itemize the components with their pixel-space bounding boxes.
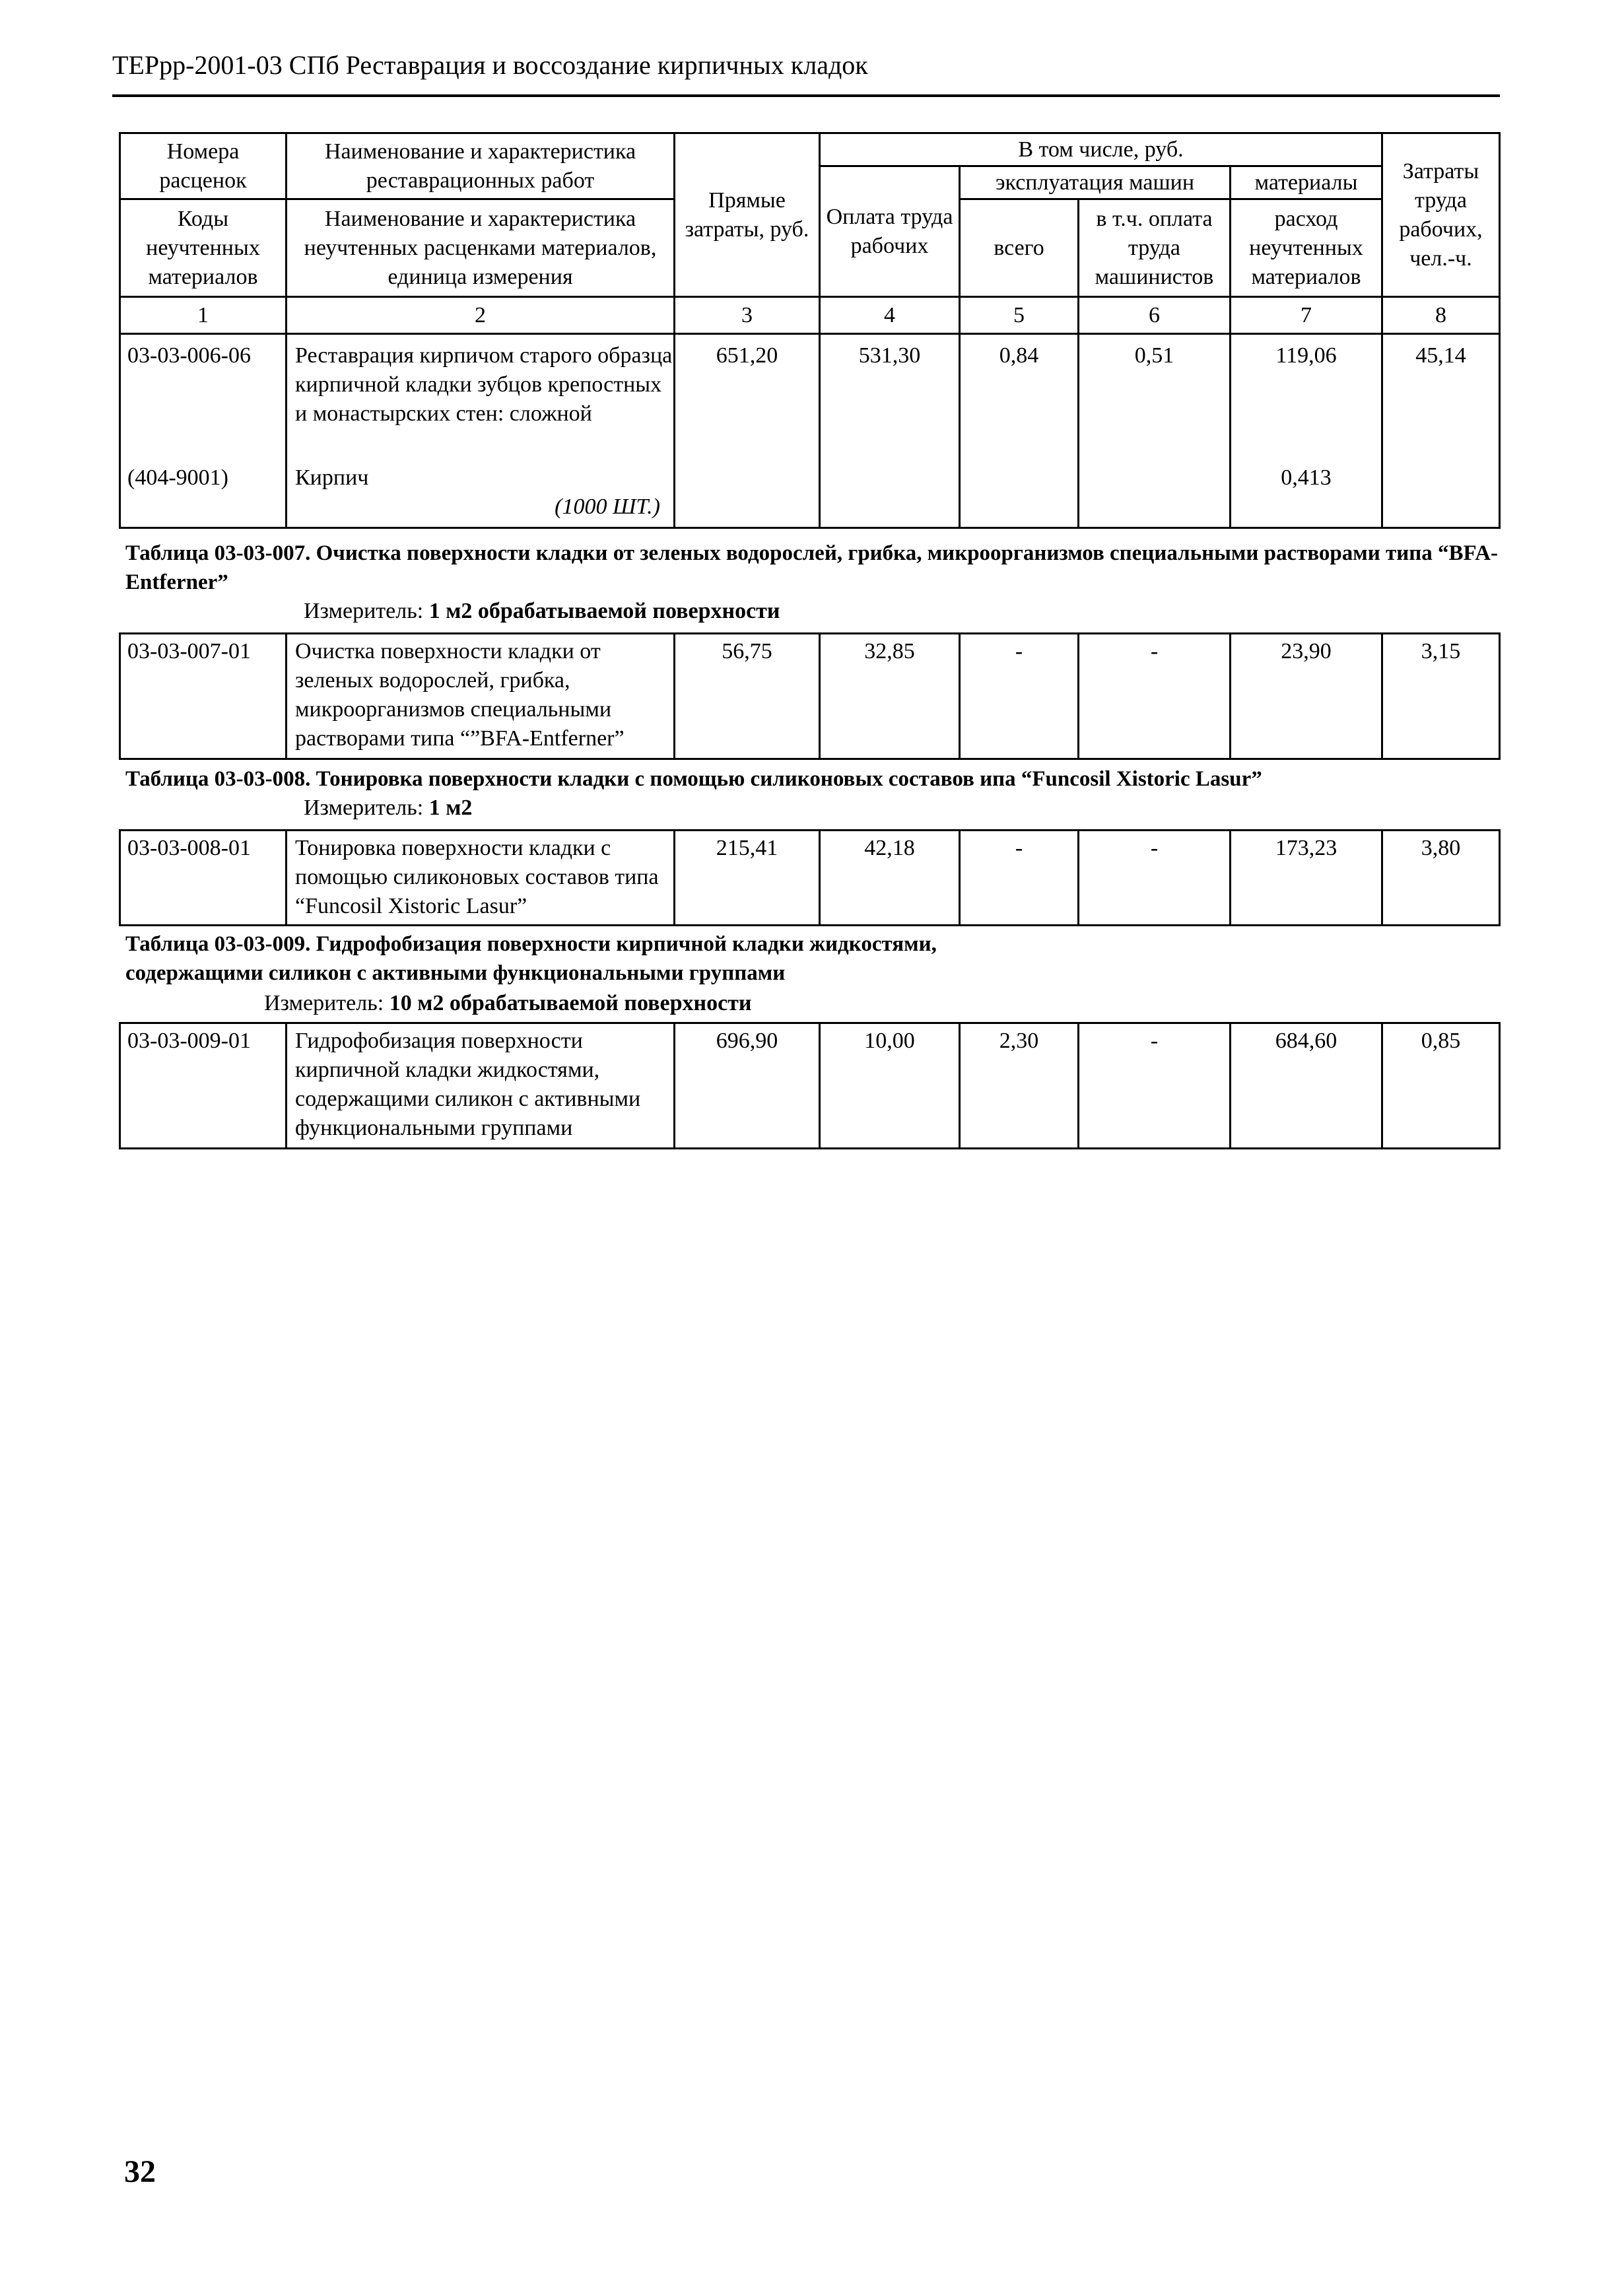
header-material-names: Наименование и характеристика неучтенных расценками материалов, единица измерения	[287, 199, 675, 297]
table-caption: Таблица 03-03-007. Очистка поверхности кладки от зеленых водорослей, грибка, микроорганизмов специальными растворами типа “BFA-Entferner”	[125, 541, 1499, 594]
main-price-table	[119, 132, 1501, 529]
rate-code: 03-03-009-01	[120, 1023, 287, 1149]
table-row	[120, 1023, 1500, 1149]
header-direct-costs: Прямые затраты, руб.	[675, 133, 820, 297]
labor-cost: 10,00	[820, 1023, 960, 1149]
column-number: 5	[960, 297, 1079, 334]
price-table-03-03-009	[119, 1022, 1501, 1149]
document-header-title: ТЕРрр-2001-03 СПб Реставрация и воссоздание кирпичных кладок	[112, 50, 868, 80]
rate-code: 03-03-006-06	[120, 334, 287, 459]
price-table-03-03-008	[119, 829, 1501, 926]
header-machinists-pay: в т.ч. оплата труда машинистов	[1079, 199, 1231, 297]
machines-cost: 2,30	[960, 1023, 1079, 1149]
machines-cost: -	[960, 831, 1079, 926]
column-number: 8	[1382, 297, 1500, 334]
rate-name: Очистка поверхности кладки от зеленых водорослей, грибка, микроорганизмов специальными растворами типа “”BFA-Entferner”	[287, 634, 675, 759]
column-number: 7	[1231, 297, 1382, 334]
column-numbers-row	[120, 297, 1500, 334]
meter-label: Измеритель:	[304, 796, 424, 820]
page-number: 32	[124, 2154, 156, 2189]
machines-cost: -	[960, 634, 1079, 759]
header-machines-group: эксплуатация машин	[960, 166, 1231, 199]
table-caption: Таблица 03-03-009. Гидрофобизация поверхности кирпичной кладки жидкостями,	[125, 932, 937, 956]
header-unaccounted-materials: расход неучтенных материалов	[1231, 199, 1382, 297]
header-rate-numbers: Номера расценок	[120, 133, 287, 199]
table-caption-line2: содержащими силикон с активными функциональными группами	[125, 961, 786, 985]
table-row	[120, 634, 1500, 759]
labor-hours: 3,15	[1382, 634, 1500, 759]
materials-cost: 173,23	[1231, 831, 1382, 926]
column-number: 4	[820, 297, 960, 334]
table-row	[120, 831, 1500, 926]
table-caption: Таблица 03-03-008. Тонировка поверхности кладки с помощью силиконовых составов ипа “Funcosil Xistoric Lasur”	[125, 767, 1262, 791]
machinists-cost: -	[1079, 831, 1231, 926]
header-including-group: В том числе, руб.	[820, 133, 1382, 166]
meter-label: Измеритель:	[304, 599, 424, 623]
labor-hours: 45,14	[1382, 334, 1500, 459]
direct-cost: 696,90	[675, 1023, 820, 1149]
meter-value: 1 м2	[428, 796, 473, 820]
column-number: 2	[287, 297, 675, 334]
material-unit: (1000 ШТ.)	[555, 494, 660, 519]
labor-cost: 42,18	[820, 831, 960, 926]
labor-hours: 0,85	[1382, 1023, 1500, 1149]
direct-cost: 215,41	[675, 831, 820, 926]
meter-value: 1 м2 обрабатываемой поверхности	[428, 599, 780, 623]
header-materials-group: материалы	[1231, 166, 1382, 199]
header-labor-hours: Затраты труда рабочих, чел.-ч.	[1382, 133, 1500, 297]
direct-cost: 651,20	[675, 334, 820, 459]
material-amount: 0,413	[1231, 459, 1382, 528]
machines-cost: 0,84	[960, 334, 1079, 459]
rate-code: 03-03-008-01	[120, 831, 287, 926]
material-name: Кирпич	[295, 465, 369, 490]
meter-label: Измеритель:	[264, 991, 384, 1015]
rate-code: 03-03-007-01	[120, 634, 287, 759]
machinists-cost: -	[1079, 1023, 1231, 1149]
machinists-cost: -	[1079, 634, 1231, 759]
column-number: 3	[675, 297, 820, 334]
rate-name: Реставрация кирпичом старого образца кирпичной кладки зубцов крепостных и монастырских стен: сложной	[287, 334, 675, 459]
machinists-cost: 0,51	[1079, 334, 1231, 459]
labor-cost: 32,85	[820, 634, 960, 759]
meter-value: 10 м2 обрабатываемой поверхности	[389, 991, 752, 1015]
table-row	[120, 334, 1500, 459]
header-work-name: Наименование и характеристика реставрационных работ	[287, 133, 675, 199]
material-code: (404-9001)	[120, 459, 287, 528]
header-divider	[112, 94, 1500, 97]
labor-hours: 3,80	[1382, 831, 1500, 926]
column-number: 6	[1079, 297, 1231, 334]
rate-name: Гидрофобизация поверхности кирпичной кладки жидкостями, содержащими силикон с активными функциональными группами	[287, 1023, 675, 1149]
materials-cost: 684,60	[1231, 1023, 1382, 1149]
header-machines-total: всего	[960, 199, 1079, 297]
labor-cost: 531,30	[820, 334, 960, 459]
direct-cost: 56,75	[675, 634, 820, 759]
materials-cost: 23,90	[1231, 634, 1382, 759]
column-number: 1	[120, 297, 287, 334]
materials-cost: 119,06	[1231, 334, 1382, 459]
header-material-codes: Коды неучтенных материалов	[120, 199, 287, 297]
price-table-03-03-007	[119, 632, 1501, 760]
material-row	[120, 459, 1500, 528]
rate-name: Тонировка поверхности кладки с помощью силиконовых составов типа “Funcosil Xistoric Lasur”	[287, 831, 675, 926]
header-labor-pay: Оплата труда рабочих	[820, 166, 960, 297]
